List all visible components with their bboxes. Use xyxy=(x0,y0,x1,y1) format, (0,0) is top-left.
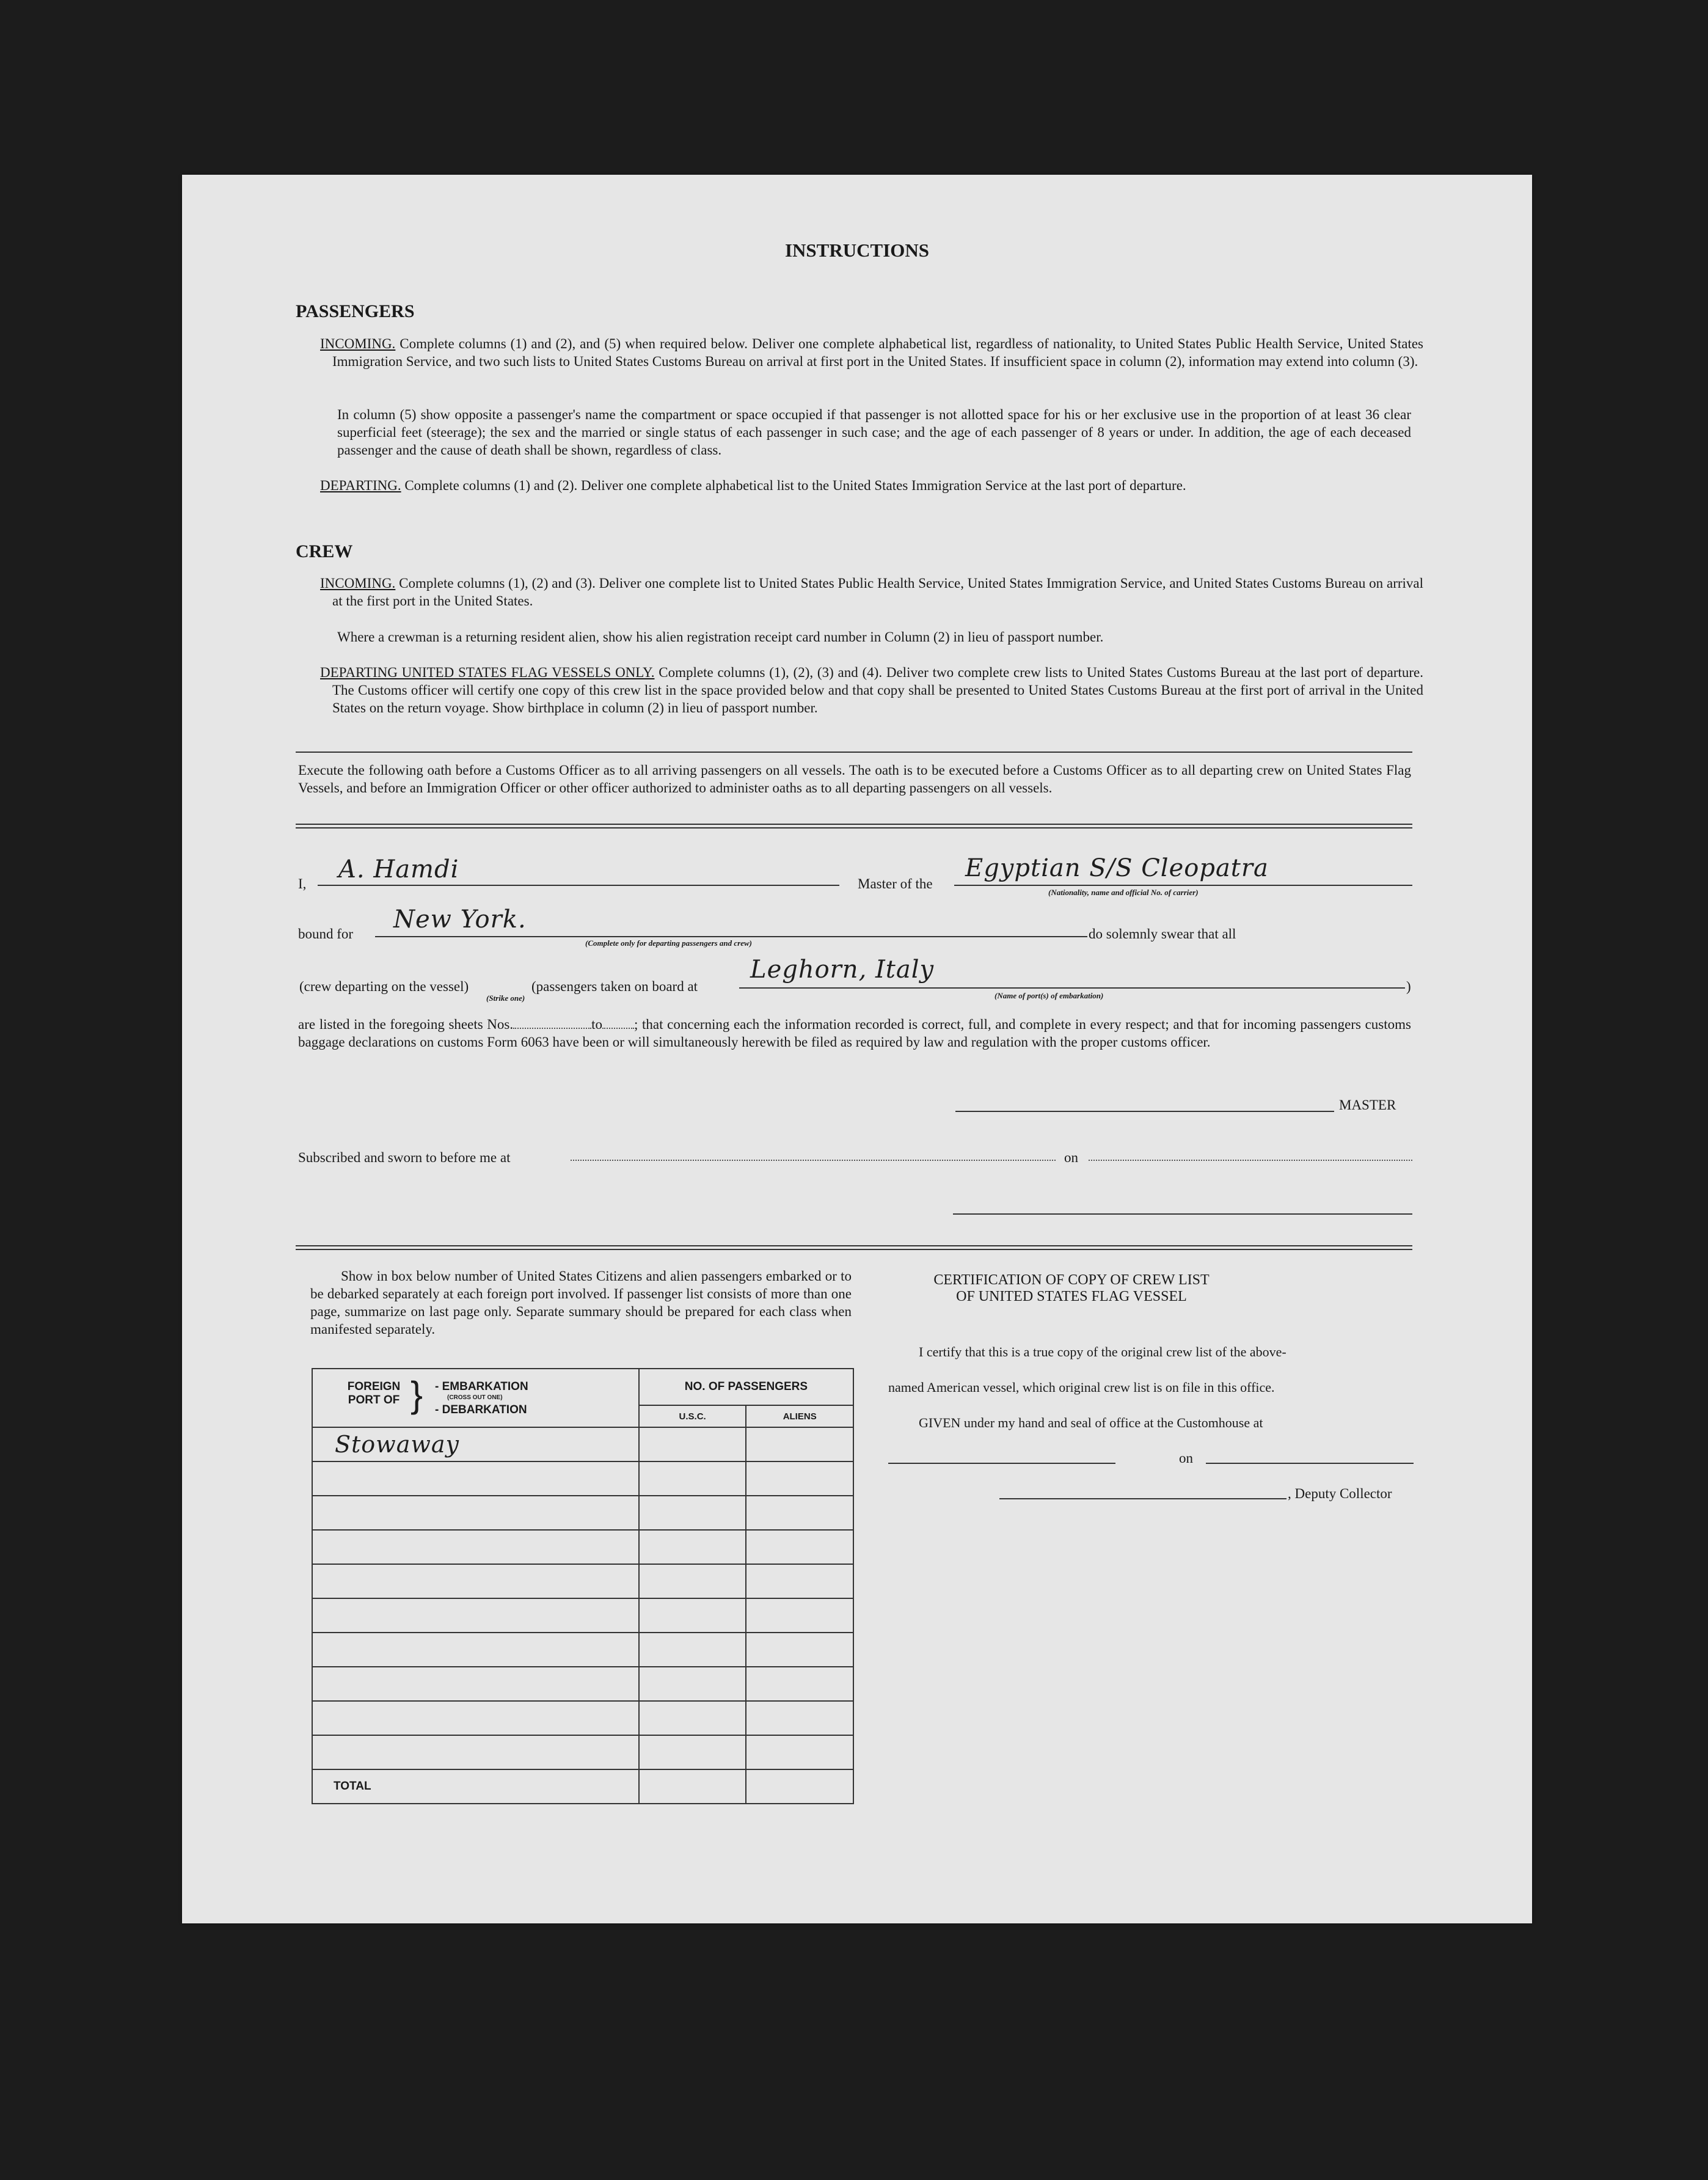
table-row xyxy=(312,1633,853,1667)
passengers-departing-paragraph xyxy=(320,477,1423,494)
master-name-line xyxy=(318,885,839,886)
aliens-header: ALIENS xyxy=(746,1405,853,1427)
table-row xyxy=(312,1461,853,1496)
no-passengers-header: NO. OF PASSENGERS xyxy=(639,1369,853,1405)
document-page xyxy=(182,175,1532,1923)
embark-caption: (Name of port(s) of embarkation) xyxy=(995,991,1104,1000)
certification-title xyxy=(888,1272,1255,1305)
table-row xyxy=(312,1564,853,1598)
section-divider xyxy=(296,752,1412,753)
swear-label: do solemnly swear that all xyxy=(1089,926,1236,942)
crew-departing-label: (crew departing on the vessel) xyxy=(299,979,469,994)
certification-on-label: on xyxy=(1179,1450,1193,1466)
passengers-departing-label: DEPARTING. xyxy=(320,478,401,493)
master-signature-line[interactable] xyxy=(955,1111,1334,1112)
page-title: INSTRUCTIONS xyxy=(784,240,929,261)
passengers-incoming-paragraph xyxy=(320,335,1423,370)
aliens-cell[interactable] xyxy=(746,1461,853,1496)
deputy-collector-signature-line[interactable] xyxy=(999,1498,1286,1499)
port-cell[interactable] xyxy=(312,1598,639,1633)
port-cell[interactable] xyxy=(312,1667,639,1701)
certification-line2: named American vessel, which original crew list is on file in this office. xyxy=(888,1380,1275,1395)
master-of-label: Master of the xyxy=(858,876,933,891)
usc-cell[interactable] xyxy=(639,1735,746,1769)
foreign-port-header xyxy=(312,1369,639,1427)
oath-intro: Execute the following oath before a Customs Officer as to all arriving passengers on all vessels. The oath is to be executed before a Customs Officer as to all departing crew on United States Flag Vessels, and before an Immigration Officer or other officer authorized to administer oaths as to all departing passengers on all vessels. xyxy=(298,763,1411,796)
summary-instructions: Show in box below number of United States Citizens and alien passengers embarked or to be debarked separately at each foreign port involved. If passenger list consists of more than one page, summarize on last page only. Separate summary should be prepared for each class when manifested separately. xyxy=(310,1268,852,1337)
aliens-cell[interactable] xyxy=(746,1564,853,1598)
embark-port-line xyxy=(739,987,1405,989)
customhouse-place-line[interactable] xyxy=(888,1463,1115,1464)
crew-incoming-text: Complete columns (1), (2) and (3). Deliver one complete list to United States Public Health Service, United States Immigration Service, and United States Customs Bureau on arrival at the first port in the United States. xyxy=(332,576,1424,609)
usc-cell[interactable] xyxy=(639,1701,746,1735)
crew-departing-label: DEPARTING UNITED STATES FLAG VESSELS ONLY. xyxy=(320,665,655,680)
total-label: TOTAL xyxy=(312,1769,639,1804)
usc-cell[interactable] xyxy=(639,1496,746,1530)
certification-date-line[interactable] xyxy=(1206,1463,1414,1464)
close-paren: ) xyxy=(1406,979,1411,994)
oath-top-rule xyxy=(296,824,1412,828)
aliens-cell[interactable] xyxy=(746,1735,853,1769)
oath-bottom-rule xyxy=(296,1245,1412,1250)
listed-prefix: are listed in the foregoing sheets Nos. xyxy=(298,1017,514,1032)
bound-for-label: bound for xyxy=(298,926,354,942)
table-row xyxy=(312,1530,853,1564)
table-row xyxy=(312,1427,853,1461)
listed-suffix: ; that concerning each the information recorded is correct, full, and complete in every respect; and that for incoming passengers customs baggage declarations on customs Form 6063 have been or will simultaneously herewith be filed as required by law and regulation with the proper customs officer. xyxy=(298,1017,1411,1050)
bound-for-caption: (Complete only for departing passengers and crew) xyxy=(585,938,752,948)
usc-cell[interactable] xyxy=(639,1633,746,1667)
port-cell[interactable] xyxy=(312,1735,639,1769)
passengers-incoming-label: INCOMING. xyxy=(320,336,396,351)
crew-incoming-label: INCOMING. xyxy=(320,576,396,591)
passenger-summary-table xyxy=(312,1368,854,1804)
aliens-cell[interactable] xyxy=(746,1530,853,1564)
port-cell[interactable] xyxy=(312,1701,639,1735)
subscribed-label: Subscribed and sworn to before me at xyxy=(298,1150,511,1165)
cross-out-one-label: (CROSS OUT ONE) xyxy=(447,1394,503,1401)
port-cell[interactable] xyxy=(312,1564,639,1598)
master-label: MASTER xyxy=(1339,1097,1396,1113)
passengers-departing-text: Complete columns (1) and (2). Deliver one complete alphabetical list to the United States Immigration Service at the last port of departure. xyxy=(404,478,1186,493)
debarkation-label: - DEBARKATION xyxy=(435,1403,527,1416)
subscribed-on-label: on xyxy=(1064,1150,1078,1165)
table-row xyxy=(312,1735,853,1769)
passengers-incoming-text: Complete columns (1) and (2), and (5) when required below. Deliver one complete alphabetical list, regardless of nationality, to United States Public Health Service, United States Immigration Service, and two such lists to United States Customs Bureau on arrival at first port in the United States. If insufficient space in column (2), information may extend into column (3). xyxy=(332,336,1423,369)
officer-signature-line[interactable] xyxy=(953,1213,1412,1215)
table-row xyxy=(312,1667,853,1701)
certification-line3: GIVEN under my hand and seal of office at the Customhouse at xyxy=(919,1415,1263,1430)
crew-departing-paragraph xyxy=(320,664,1423,717)
usc-cell[interactable] xyxy=(639,1530,746,1564)
usc-cell[interactable] xyxy=(639,1427,746,1461)
deputy-collector-label: , Deputy Collector xyxy=(1288,1486,1392,1501)
port-cell[interactable] xyxy=(312,1530,639,1564)
sheet-from-field[interactable] xyxy=(513,1028,591,1029)
crew-resident-paragraph: Where a crewman is a returning resident alien, show his alien registration receipt card number in Column (2) in lieu of passport number. xyxy=(337,629,1104,645)
passengers-taken-label: (passengers taken on board at xyxy=(531,979,698,994)
certification-title-line2: OF UNITED STATES FLAG VESSEL xyxy=(956,1289,1187,1304)
table-row xyxy=(312,1701,853,1735)
aliens-cell[interactable] xyxy=(746,1701,853,1735)
header-brace: } xyxy=(411,1374,423,1415)
listed-paragraph xyxy=(298,1015,1411,1051)
embarkation-label: - EMBARKATION xyxy=(435,1380,528,1393)
sheet-to-field[interactable] xyxy=(602,1028,634,1029)
certification-line1: I certify that this is a true copy of the original crew list of the above- xyxy=(919,1344,1286,1359)
usc-cell[interactable] xyxy=(639,1667,746,1701)
usc-header: U.S.C. xyxy=(639,1405,746,1427)
oath-i-label: I, xyxy=(298,876,307,891)
certification-title-line1: CERTIFICATION OF COPY OF CREW LIST xyxy=(933,1272,1210,1288)
port-cell[interactable] xyxy=(312,1633,639,1667)
port-cell[interactable]: Stowaway xyxy=(312,1427,639,1461)
bound-for-line xyxy=(375,936,1087,937)
vessel-line xyxy=(954,885,1412,886)
total-usc-cell[interactable] xyxy=(639,1769,746,1804)
aliens-cell[interactable] xyxy=(746,1598,853,1633)
strike-one-caption: (Strike one) xyxy=(486,993,525,1003)
aliens-cell[interactable] xyxy=(746,1427,853,1461)
usc-cell[interactable] xyxy=(639,1461,746,1496)
total-aliens-cell[interactable] xyxy=(746,1769,853,1804)
aliens-cell[interactable] xyxy=(746,1496,853,1530)
to-label: to xyxy=(591,1017,603,1032)
subscribed-date-line[interactable] xyxy=(1089,1160,1412,1161)
aliens-cell[interactable] xyxy=(746,1667,853,1701)
embark-port: Leghorn, Italy xyxy=(750,956,935,984)
aliens-cell[interactable] xyxy=(746,1633,853,1667)
passengers-column5-paragraph: In column (5) show opposite a passenger's name the compartment or space occupied if that passenger is not allotted space for his or her exclusive use in the proportion of at least 36 clear superficial feet (steerage); the sex and the married or single status of each passenger in such case; and the age of each passenger of 8 years or under. In addition, the age of each deceased passenger and the cause of death shall be shown, regardless of class. xyxy=(337,407,1411,458)
crew-heading: CREW xyxy=(296,541,353,561)
port-cell[interactable] xyxy=(312,1496,639,1530)
vessel-caption: (Nationality, name and official No. of carrier) xyxy=(1048,888,1199,897)
vessel-name: Egyptian S/S Cleopatra xyxy=(965,854,1269,882)
total-row xyxy=(312,1769,853,1804)
usc-cell[interactable] xyxy=(639,1564,746,1598)
table-row xyxy=(312,1496,853,1530)
foreign-port-of-label: FOREIGN PORT OF xyxy=(347,1380,401,1406)
crew-departing-text: Complete columns (1), (2), (3) and (4). Deliver two complete crew lists to United States Customs Bureau at the last port of departure. The Customs officer will certify one copy of this crew list in the space provided below and that copy shall be presented to United States Customs Bureau at the first port of arrival in the United States on the return voyage. Show birthplace in column (2) in lieu of passport number. xyxy=(332,665,1424,715)
master-name: A. Hamdi xyxy=(338,855,459,883)
table-row xyxy=(312,1598,853,1633)
usc-cell[interactable] xyxy=(639,1598,746,1633)
subscribed-place-line[interactable] xyxy=(571,1160,1056,1161)
bound-for-value: New York. xyxy=(393,905,527,934)
port-cell[interactable] xyxy=(312,1461,639,1496)
crew-incoming-paragraph xyxy=(320,574,1423,610)
passengers-heading: PASSENGERS xyxy=(296,301,415,321)
